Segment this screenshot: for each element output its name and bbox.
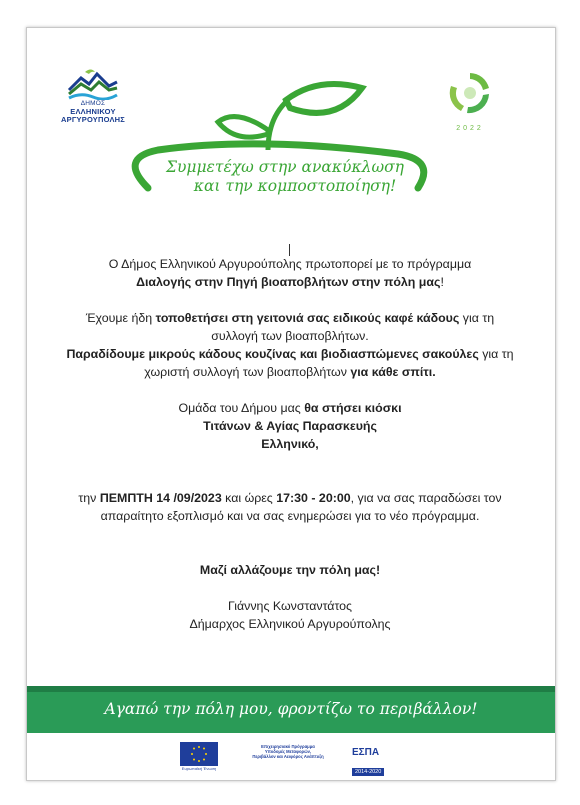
announcement-body [62, 255, 518, 633]
recycle-logo [440, 68, 500, 138]
p5-c: , για να σας παραδώσει τον [350, 491, 502, 505]
logo-line-2: ΕΛΛΗΝΙΚΟΥ [70, 107, 116, 116]
p5-date: ΠΕΜΠΤΗ 14 /09/2023 [99, 491, 222, 505]
p5-time: 17:30 - 20:00 [276, 491, 351, 505]
p5-b: και ώρες [221, 491, 277, 505]
program-line-3: Περιβάλλον και Αειφόρος Ανάπτυξη [252, 754, 324, 759]
banner-slogan [140, 158, 430, 196]
paragraph-2 [62, 309, 518, 327]
footer-stripe [27, 686, 555, 692]
espa-years: 2014-2020 [352, 768, 384, 776]
paragraph-2b [62, 327, 518, 345]
paragraph-4 [62, 399, 518, 417]
p1-bold: Διαλογής στην Πηγή βιοαποβλήτων στην πόλη μας [136, 275, 441, 289]
signer-title: Δήμαρχος Ελληνικού Αργυρούπολης [189, 617, 391, 631]
p5-line2: απαραίτητο εξοπλισμό και να σας ενημερώσει για το νέο πρόγραμμα. [100, 509, 480, 523]
p3-bold1: Παραδίδουμε μικρούς κάδους κουζίνας και βιοδιασπώμενες σακούλες [66, 347, 479, 361]
banner-line-1: Συμμετέχω στην ανακύκλωση [166, 158, 404, 176]
p2-c: συλλογή των βιοαποβλήτων. [211, 329, 369, 343]
p4-line2: Τιτάνων & Αγίας Παρασκευής [203, 419, 377, 433]
p4-a: Ομάδα του Δήμου μας [178, 401, 305, 415]
program-line-2: Υποδομές Μεταφορών, [264, 749, 312, 754]
p3-bold2: για κάθε σπίτι. [350, 365, 436, 379]
program-text [232, 744, 344, 759]
paragraph-4b [62, 417, 518, 435]
program-line-1: Επιχειρησιακό Πρόγραμμα [261, 744, 315, 749]
p4-line3: Ελληνικό, [261, 437, 319, 451]
p4-bold: θα στήσει κιόσκι [304, 401, 402, 415]
p2-bold: τοποθετήσει στη γειτονιά σας ειδικούς καφέ κάδους [155, 311, 460, 325]
recycle-icon [445, 68, 495, 118]
logo-year: 2022 [456, 125, 484, 132]
p3-b: χωριστή συλλογή των βιοαποβλήτων [144, 365, 351, 379]
p3-a: για τη [478, 347, 514, 361]
p1-text: Ο Δήμος Ελληνικού Αργυρούπολης πρωτοπορεί με το πρόγραμμα [108, 257, 472, 271]
paragraph-1b [62, 273, 518, 291]
espa-logo [352, 742, 416, 775]
mountains-logo-icon [65, 66, 121, 100]
banner-line-2: και την κομποστοποίηση! [193, 177, 397, 195]
logo-line-1: ΔΗΜΟΣ [80, 100, 106, 107]
paragraph-4c [62, 435, 518, 453]
p5-a: την [78, 491, 100, 505]
p2-a: Έχουμε ήδη [85, 311, 156, 325]
logo-line-3: ΑΡΓΥΡΟΥΠΟΛΗΣ [61, 115, 125, 124]
p1-tail: ! [440, 275, 444, 289]
paragraph-5b [62, 507, 518, 525]
funding-logos [180, 742, 420, 775]
paragraph-3 [62, 345, 518, 363]
paragraph-1 [62, 255, 518, 273]
paragraph-5 [62, 489, 518, 507]
eu-caption: Ευρωπαϊκή Ένωση [181, 766, 217, 771]
signer-name: Γιάννης Κωνσταντάτος [227, 599, 353, 613]
footer-banner [27, 686, 555, 733]
closing-text: Μαζί αλλάζουμε την πόλη μας! [199, 563, 381, 577]
eu-flag-icon [180, 742, 218, 766]
espa-title: ΕΣΠΑ [352, 747, 380, 758]
footer-slogan: Αγαπώ την πόλη μου, φροντίζω το περιβάλλον! [104, 700, 478, 718]
p2-b: για τη [459, 311, 495, 325]
closing-line [62, 561, 518, 579]
paragraph-3b [62, 363, 518, 381]
